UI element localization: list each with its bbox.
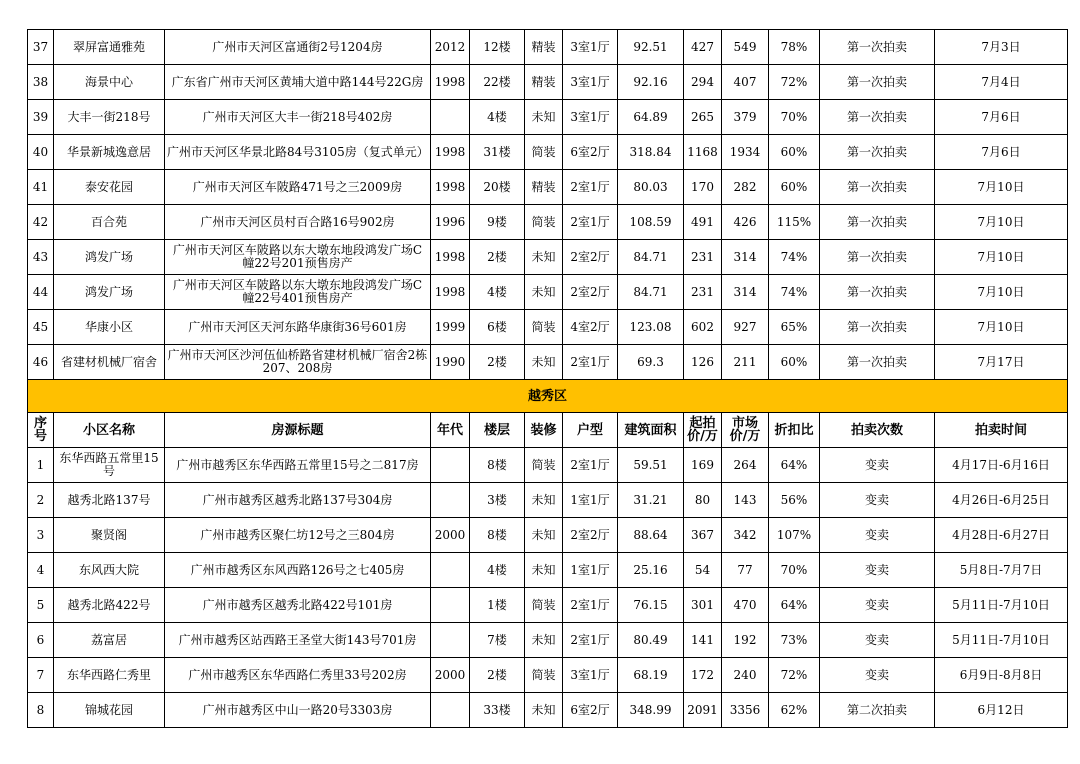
cell-no: 4 [28,553,54,588]
cell-no: 43 [28,240,54,275]
cell-time: 4月26日-6月25日 [935,483,1068,518]
cell-start: 起拍价/万 [684,413,722,448]
cell-no: 44 [28,275,54,310]
cell-name: 海景中心 [54,65,165,100]
cell-count: 第一次拍卖 [820,275,935,310]
cell-time: 7月10日 [935,205,1068,240]
table-row [28,345,1068,380]
cell-count: 第二次拍卖 [820,693,935,728]
cell-layout: 3室1厅 [563,30,618,65]
cell-ratio: 72% [769,65,820,100]
table-row [28,588,1068,623]
cell-area: 建筑面积 [618,413,684,448]
cell-market: 264 [722,448,769,483]
cell-ratio: 73% [769,623,820,658]
cell-title: 广州市越秀区东华西路五常里15号之二817房 [165,448,431,483]
cell-ratio: 64% [769,448,820,483]
table-row [28,310,1068,345]
cell-area: 69.3 [618,345,684,380]
cell-ratio: 56% [769,483,820,518]
cell-count: 第一次拍卖 [820,205,935,240]
cell-time: 5月11日-7月10日 [935,623,1068,658]
cell-decor: 未知 [525,553,563,588]
cell-name: 东华西路五常里15号 [54,448,165,483]
cell-layout: 户型 [563,413,618,448]
cell-time: 拍卖时间 [935,413,1068,448]
cell-count: 第一次拍卖 [820,345,935,380]
cell-start: 1168 [684,135,722,170]
district-title: 越秀区 [28,380,1068,413]
cell-decor: 简装 [525,658,563,693]
cell-time: 7月10日 [935,240,1068,275]
cell-no: 3 [28,518,54,553]
cell-count: 拍卖次数 [820,413,935,448]
cell-title: 广州市天河区车陂路以东大墩东地段鸿发广场C幢22号401预售房产 [165,275,431,310]
cell-year [431,693,470,728]
cell-decor: 未知 [525,100,563,135]
cell-floor: 4楼 [470,275,525,310]
cell-layout: 1室1厅 [563,553,618,588]
cell-title: 广州市天河区天河东路华康街36号601房 [165,310,431,345]
cell-no: 6 [28,623,54,658]
cell-market: 342 [722,518,769,553]
cell-no: 42 [28,205,54,240]
cell-floor: 7楼 [470,623,525,658]
cell-ratio: 65% [769,310,820,345]
table-row [28,205,1068,240]
cell-layout: 2室1厅 [563,588,618,623]
cell-decor: 简装 [525,205,563,240]
table-row [28,623,1068,658]
cell-title: 广州市天河区华景北路84号3105房（复式单元） [165,135,431,170]
cell-ratio: 72% [769,658,820,693]
cell-area: 348.99 [618,693,684,728]
cell-time: 7月10日 [935,170,1068,205]
cell-decor: 未知 [525,240,563,275]
cell-ratio: 62% [769,693,820,728]
cell-ratio: 107% [769,518,820,553]
cell-layout: 2室2厅 [563,518,618,553]
cell-title: 广州市天河区富通街2号1204房 [165,30,431,65]
cell-time: 7月6日 [935,135,1068,170]
cell-no: 5 [28,588,54,623]
district-band [28,380,1068,413]
cell-name: 东风西大院 [54,553,165,588]
cell-count: 第一次拍卖 [820,30,935,65]
cell-market: 211 [722,345,769,380]
cell-layout: 2室2厅 [563,240,618,275]
cell-title: 广州市越秀区站西路王圣堂大街143号701房 [165,623,431,658]
cell-start: 491 [684,205,722,240]
cell-time: 7月10日 [935,275,1068,310]
cell-name: 翠屏富通雅苑 [54,30,165,65]
cell-floor: 4楼 [470,100,525,135]
cell-start: 170 [684,170,722,205]
cell-year: 1999 [431,310,470,345]
cell-market: 143 [722,483,769,518]
cell-layout: 4室2厅 [563,310,618,345]
cell-name: 大丰一街218号 [54,100,165,135]
cell-floor: 3楼 [470,483,525,518]
cell-decor: 未知 [525,345,563,380]
cell-count: 变卖 [820,588,935,623]
cell-area: 31.21 [618,483,684,518]
cell-year: 2000 [431,518,470,553]
cell-no: 38 [28,65,54,100]
cell-floor: 33楼 [470,693,525,728]
cell-market: 282 [722,170,769,205]
cell-time: 4月28日-6月27日 [935,518,1068,553]
cell-time: 7月10日 [935,310,1068,345]
cell-ratio: 60% [769,170,820,205]
cell-name: 荔富居 [54,623,165,658]
cell-time: 7月3日 [935,30,1068,65]
cell-time: 6月9日-8月8日 [935,658,1068,693]
cell-no: 40 [28,135,54,170]
cell-layout: 2室1厅 [563,170,618,205]
cell-area: 92.51 [618,30,684,65]
cell-decor: 装修 [525,413,563,448]
cell-title: 广州市越秀区越秀北路422号101房 [165,588,431,623]
cell-floor: 20楼 [470,170,525,205]
auction-table [27,29,1068,728]
cell-count: 第一次拍卖 [820,170,935,205]
cell-start: 301 [684,588,722,623]
cell-title: 广州市越秀区中山一路20号3303房 [165,693,431,728]
cell-area: 318.84 [618,135,684,170]
cell-start: 367 [684,518,722,553]
cell-no: 7 [28,658,54,693]
cell-no: 序号 [28,413,54,448]
cell-name: 锦城花园 [54,693,165,728]
cell-layout: 6室2厅 [563,693,618,728]
cell-market: 927 [722,310,769,345]
cell-no: 45 [28,310,54,345]
cell-year [431,553,470,588]
cell-decor: 精装 [525,65,563,100]
cell-ratio: 60% [769,135,820,170]
cell-decor: 简装 [525,135,563,170]
cell-ratio: 78% [769,30,820,65]
cell-floor: 8楼 [470,448,525,483]
cell-layout: 2室1厅 [563,448,618,483]
cell-market: 549 [722,30,769,65]
cell-ratio: 折扣比 [769,413,820,448]
cell-floor: 楼层 [470,413,525,448]
cell-ratio: 64% [769,588,820,623]
cell-area: 123.08 [618,310,684,345]
cell-layout: 3室1厅 [563,658,618,693]
cell-title: 广州市越秀区越秀北路137号304房 [165,483,431,518]
cell-no: 39 [28,100,54,135]
cell-layout: 2室1厅 [563,205,618,240]
cell-floor: 1楼 [470,588,525,623]
cell-year: 1996 [431,205,470,240]
cell-title: 广州市天河区沙河伍仙桥路省建材机械厂宿舍2栋207、208房 [165,345,431,380]
cell-time: 7月17日 [935,345,1068,380]
table-row [28,693,1068,728]
cell-layout: 1室1厅 [563,483,618,518]
cell-start: 265 [684,100,722,135]
cell-count: 第一次拍卖 [820,135,935,170]
cell-area: 84.71 [618,275,684,310]
table-row [28,100,1068,135]
cell-area: 80.03 [618,170,684,205]
cell-no: 37 [28,30,54,65]
cell-floor: 8楼 [470,518,525,553]
cell-floor: 22楼 [470,65,525,100]
table-row [28,170,1068,205]
cell-no: 46 [28,345,54,380]
cell-ratio: 74% [769,240,820,275]
cell-start: 169 [684,448,722,483]
cell-market: 314 [722,275,769,310]
cell-count: 第一次拍卖 [820,65,935,100]
cell-year: 1998 [431,65,470,100]
cell-title: 广州市天河区员村百合路16号902房 [165,205,431,240]
cell-layout: 2室2厅 [563,275,618,310]
cell-area: 92.16 [618,65,684,100]
cell-title: 广东省广州市天河区黄埔大道中路144号22G房 [165,65,431,100]
cell-decor: 未知 [525,623,563,658]
cell-floor: 12楼 [470,30,525,65]
cell-decor: 简装 [525,448,563,483]
table-row [28,65,1068,100]
cell-year: 1998 [431,170,470,205]
cell-title: 广州市越秀区聚仁坊12号之三804房 [165,518,431,553]
cell-count: 变卖 [820,518,935,553]
cell-layout: 2室1厅 [563,623,618,658]
cell-name: 华康小区 [54,310,165,345]
cell-title: 广州市越秀区东华西路仁秀里33号202房 [165,658,431,693]
cell-time: 4月17日-6月16日 [935,448,1068,483]
cell-floor: 6楼 [470,310,525,345]
table-row [28,483,1068,518]
cell-name: 鸿发广场 [54,275,165,310]
cell-year [431,588,470,623]
cell-layout: 2室1厅 [563,345,618,380]
cell-floor: 2楼 [470,345,525,380]
cell-start: 231 [684,240,722,275]
cell-market: 426 [722,205,769,240]
cell-name: 泰安花园 [54,170,165,205]
cell-start: 602 [684,310,722,345]
cell-no: 2 [28,483,54,518]
cell-year: 1998 [431,135,470,170]
cell-decor: 精装 [525,170,563,205]
cell-name: 小区名称 [54,413,165,448]
cell-start: 2091 [684,693,722,728]
cell-name: 鸿发广场 [54,240,165,275]
table-row [28,553,1068,588]
cell-market: 314 [722,240,769,275]
cell-count: 变卖 [820,658,935,693]
cell-decor: 未知 [525,693,563,728]
cell-area: 25.16 [618,553,684,588]
table-row [28,658,1068,693]
cell-year: 1990 [431,345,470,380]
cell-market: 240 [722,658,769,693]
cell-time: 6月12日 [935,693,1068,728]
cell-market: 市场价/万 [722,413,769,448]
cell-market: 407 [722,65,769,100]
cell-layout: 3室1厅 [563,65,618,100]
cell-market: 3356 [722,693,769,728]
cell-area: 64.89 [618,100,684,135]
cell-floor: 2楼 [470,658,525,693]
cell-year: 2012 [431,30,470,65]
cell-count: 变卖 [820,483,935,518]
table-row [28,518,1068,553]
cell-count: 第一次拍卖 [820,310,935,345]
cell-ratio: 74% [769,275,820,310]
cell-time: 7月6日 [935,100,1068,135]
cell-decor: 未知 [525,483,563,518]
cell-no: 8 [28,693,54,728]
cell-start: 294 [684,65,722,100]
cell-title: 广州市越秀区东风西路126号之七405房 [165,553,431,588]
table-row [28,135,1068,170]
cell-year [431,448,470,483]
cell-count: 变卖 [820,623,935,658]
cell-ratio: 70% [769,553,820,588]
cell-layout: 3室1厅 [563,100,618,135]
table-row [28,448,1068,483]
cell-start: 126 [684,345,722,380]
cell-name: 越秀北路422号 [54,588,165,623]
cell-start: 80 [684,483,722,518]
cell-area: 88.64 [618,518,684,553]
cell-time: 7月4日 [935,65,1068,100]
cell-decor: 简装 [525,310,563,345]
cell-area: 68.19 [618,658,684,693]
cell-decor: 精装 [525,30,563,65]
cell-floor: 9楼 [470,205,525,240]
cell-title: 广州市天河区车陂路471号之三2009房 [165,170,431,205]
cell-market: 379 [722,100,769,135]
cell-year: 2000 [431,658,470,693]
cell-year: 1998 [431,240,470,275]
cell-layout: 6室2厅 [563,135,618,170]
cell-no: 1 [28,448,54,483]
cell-area: 108.59 [618,205,684,240]
cell-time: 5月11日-7月10日 [935,588,1068,623]
cell-name: 东华西路仁秀里 [54,658,165,693]
cell-name: 华景新城逸意居 [54,135,165,170]
cell-year [431,100,470,135]
cell-decor: 未知 [525,275,563,310]
cell-area: 84.71 [618,240,684,275]
cell-year [431,483,470,518]
cell-count: 第一次拍卖 [820,100,935,135]
cell-year [431,623,470,658]
cell-start: 231 [684,275,722,310]
cell-no: 41 [28,170,54,205]
cell-name: 百合苑 [54,205,165,240]
cell-title: 广州市天河区大丰一街218号402房 [165,100,431,135]
cell-market: 192 [722,623,769,658]
cell-title: 广州市天河区车陂路以东大墩东地段鸿发广场C幢22号201预售房产 [165,240,431,275]
cell-ratio: 70% [769,100,820,135]
cell-count: 第一次拍卖 [820,240,935,275]
cell-time: 5月8日-7月7日 [935,553,1068,588]
cell-market: 470 [722,588,769,623]
table-row [28,240,1068,275]
cell-area: 59.51 [618,448,684,483]
cell-name: 越秀北路137号 [54,483,165,518]
cell-start: 54 [684,553,722,588]
cell-floor: 2楼 [470,240,525,275]
cell-name: 聚贤阁 [54,518,165,553]
cell-area: 76.15 [618,588,684,623]
cell-year: 1998 [431,275,470,310]
cell-ratio: 60% [769,345,820,380]
cell-floor: 31楼 [470,135,525,170]
cell-decor: 简装 [525,588,563,623]
cell-market: 77 [722,553,769,588]
cell-title: 房源标题 [165,413,431,448]
cell-floor: 4楼 [470,553,525,588]
table-body [28,30,1068,728]
cell-name: 省建材机械厂宿舍 [54,345,165,380]
cell-start: 427 [684,30,722,65]
cell-decor: 未知 [525,518,563,553]
header-row [28,413,1068,448]
table-row [28,275,1068,310]
cell-year: 年代 [431,413,470,448]
table-row [28,30,1068,65]
cell-ratio: 115% [769,205,820,240]
cell-start: 172 [684,658,722,693]
cell-area: 80.49 [618,623,684,658]
auction-table-container [27,29,1068,728]
cell-count: 变卖 [820,448,935,483]
cell-market: 1934 [722,135,769,170]
cell-start: 141 [684,623,722,658]
cell-count: 变卖 [820,553,935,588]
